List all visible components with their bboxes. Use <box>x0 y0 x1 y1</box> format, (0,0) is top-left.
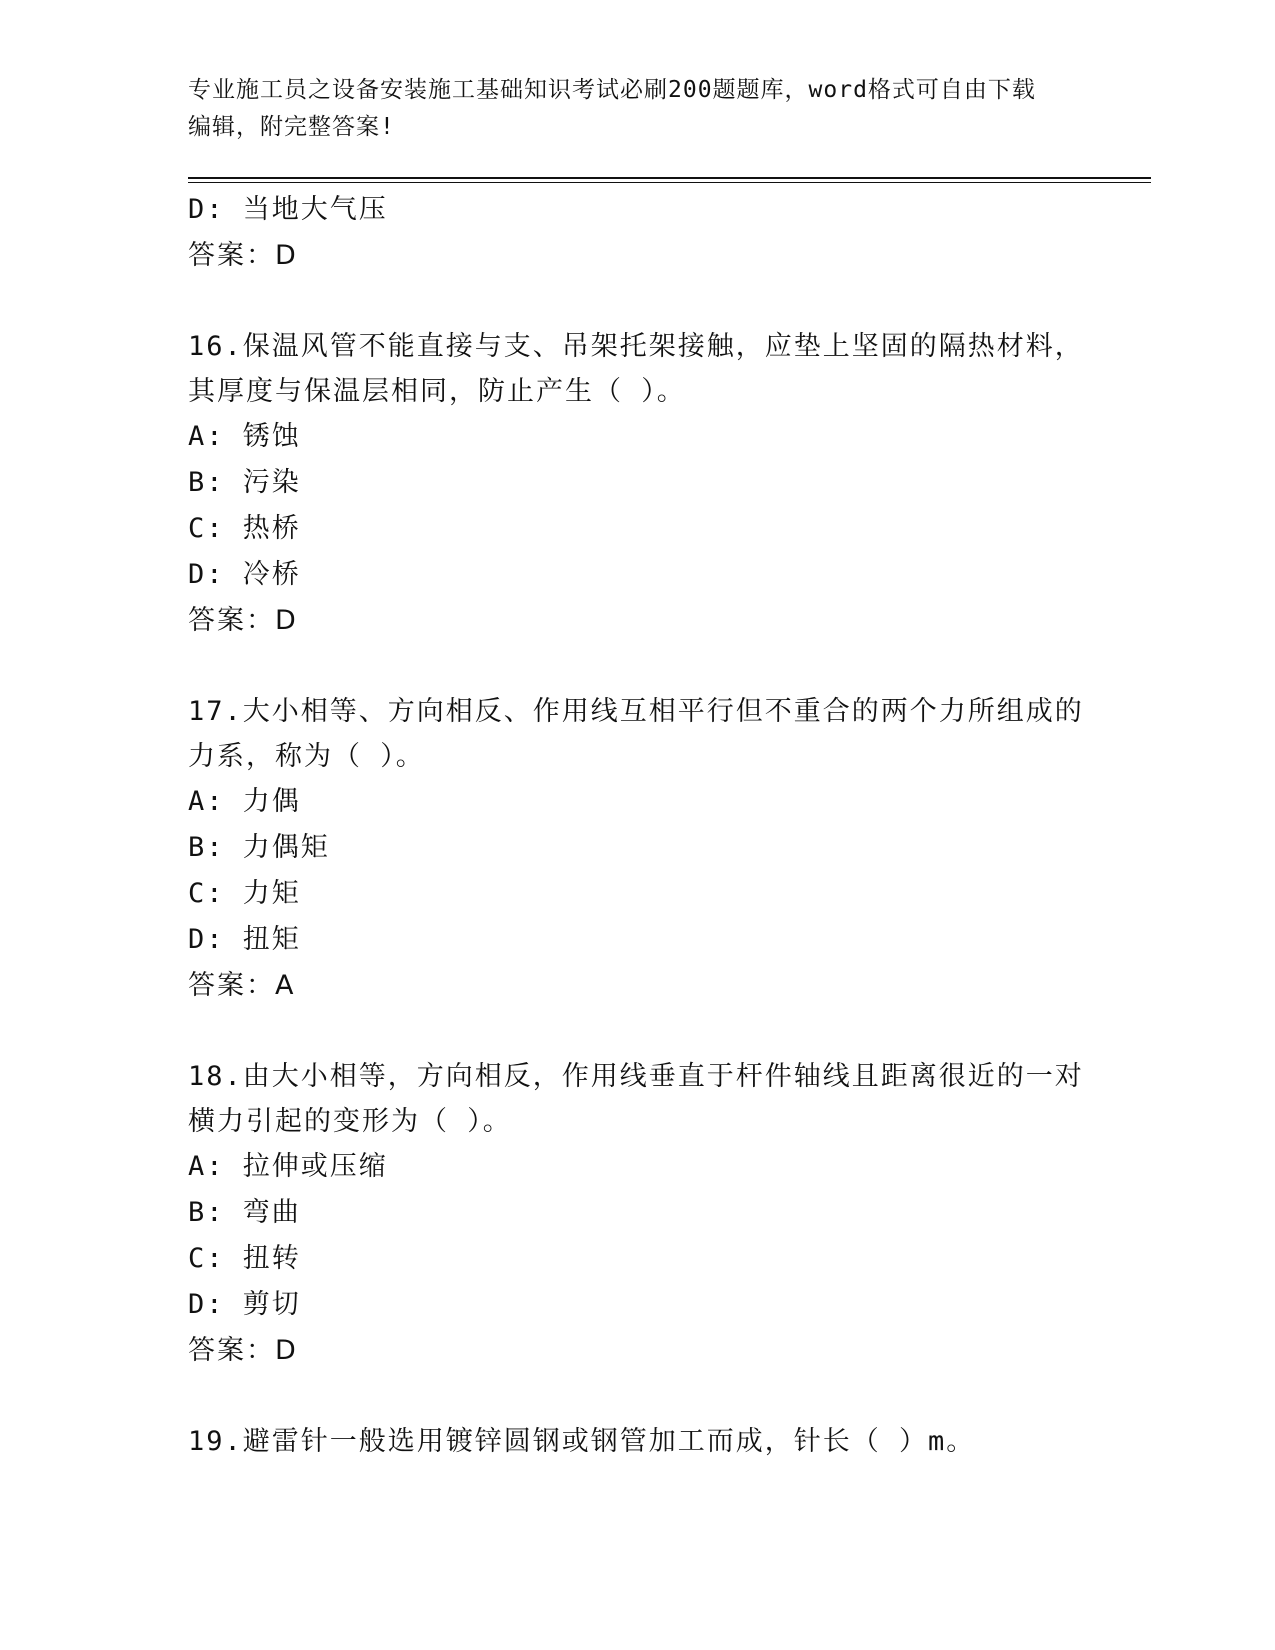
header-line-1: 专业施工员之设备安装施工基础知识考试必刷200题题库，word格式可自由下载 <box>188 77 1036 103</box>
option-a: A: 拉伸或压缩 <box>188 1151 388 1182</box>
option-c: C: 扭转 <box>188 1243 301 1274</box>
header-rule-thick <box>188 177 1151 179</box>
option-d: D: 扭矩 <box>188 924 301 955</box>
question-18 <box>188 1054 1088 1374</box>
prev-question-tail <box>188 187 1088 279</box>
question-17 <box>188 689 1088 1009</box>
question-text-line-1: 19.避雷针一般选用镀锌圆钢或钢管加工而成，针长（ ）m。 <box>188 1426 976 1457</box>
option-d: D: 当地大气压 <box>188 194 388 225</box>
option-b: B: 力偶矩 <box>188 832 330 863</box>
question-text-line-2: 横力引起的变形为（ ）。 <box>188 1106 512 1137</box>
header-rule-thin <box>188 182 1151 183</box>
answer-line: 答案：D <box>188 240 298 271</box>
option-d: D: 剪切 <box>188 1289 301 1320</box>
option-b: B: 弯曲 <box>188 1197 301 1228</box>
option-a: A: 力偶 <box>188 786 301 817</box>
option-c: C: 力矩 <box>188 878 301 909</box>
question-text-line-1: 17.大小相等、方向相反、作用线互相平行但不重合的两个力所组成的 <box>188 696 1084 727</box>
option-d: D: 冷桥 <box>188 559 301 590</box>
question-text-line-1: 16.保温风管不能直接与支、吊架托架接触，应垫上坚固的隔热材料， <box>188 331 1084 362</box>
question-text-line-1: 18.由大小相等，方向相反，作用线垂直于杆件轴线且距离很近的一对 <box>188 1061 1084 1092</box>
document-header <box>188 72 1088 146</box>
question-19 <box>188 1419 1088 1464</box>
answer-line: 答案：A <box>188 970 296 1001</box>
question-content <box>188 187 1088 1464</box>
option-b: B: 污染 <box>188 467 301 498</box>
option-c: C: 热桥 <box>188 513 301 544</box>
header-line-2: 编辑，附完整答案! <box>188 114 395 140</box>
question-16 <box>188 324 1088 644</box>
question-text-line-2: 力系，称为（ ）。 <box>188 741 425 772</box>
option-a: A: 锈蚀 <box>188 421 301 452</box>
question-text-line-2: 其厚度与保温层相同，防止产生（ ）。 <box>188 376 686 407</box>
answer-line: 答案：D <box>188 1335 298 1366</box>
answer-line: 答案：D <box>188 605 298 636</box>
